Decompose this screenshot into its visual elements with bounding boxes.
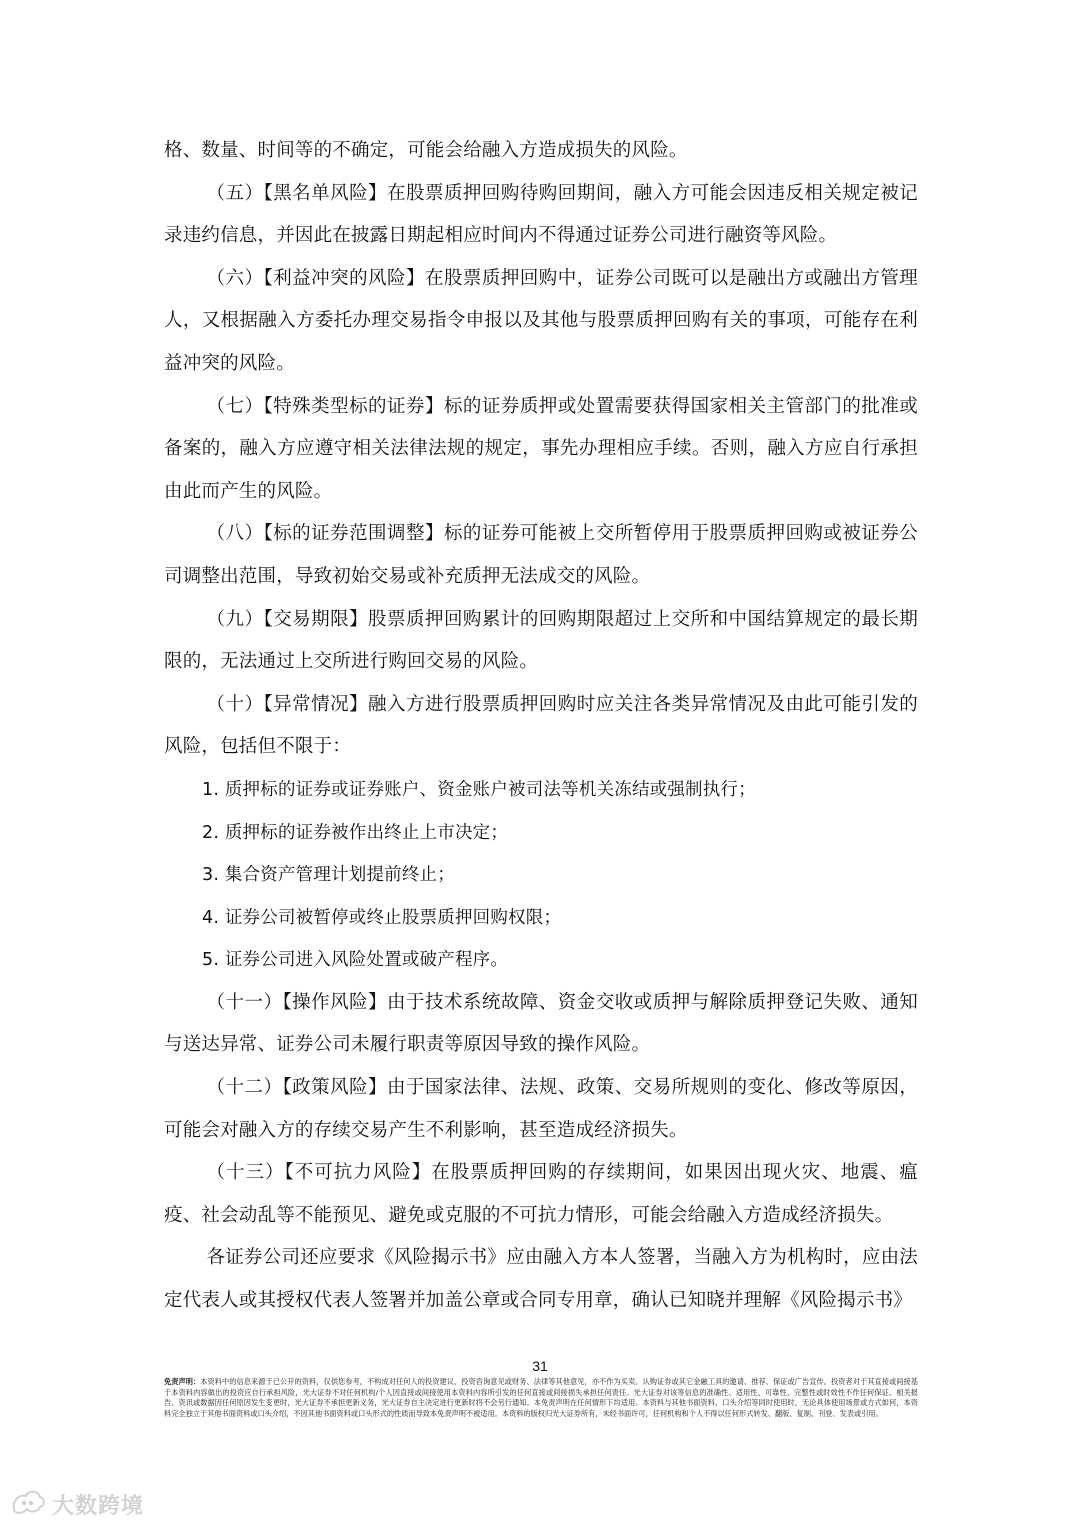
list-item: 5. 证券公司进入风险处置或破产程序。 xyxy=(202,950,509,971)
disclaimer-text: 本资料中的信息来源于已公开的资料，仅供您参考，不构成对任何人的投资建议、投资咨询意见或财务、法律等其他意见，亦不作为买卖、认购证券或其它金融工具的邀请、推荐、保证或广告宣传。投资者对于其直接或间接基于本资料内容做出的投资应自行承担风险，光大证券不对任何机构/个人因直接或间接使用本资料内容所引发的任何直接或间接损失承担任何责任。光大证券对该等信息的准确性、适用性、可靠性、完整性或时效性不作任何保证。相关报告、资讯或数据因任何原因发生变更时，光大证券不承担更新义务，光大证券自主决定进行更新时将不会另行通知。本免责声明在任何情形下均适用。本资料与其他书面资料、口头介绍等同时使用时，无论具体使用场景或方式如何，本资料完全独立于其他书面资料或口头介绍，不因其他书面资料或口头形式的性质而导致本免责声明不被适用。本资料的版权归光大证券所有，未经书面许可，任何机构和个人不得以任何形式转发、翻版、复制、刊登、发表或引用。 xyxy=(164,1377,918,1418)
list-item: 2. 质押标的证券被作出终止上市决定； xyxy=(202,822,509,843)
body-text xyxy=(164,130,918,1323)
logo-icon xyxy=(10,1488,46,1520)
paragraph-conflict-of-interest: （六）【利益冲突的风险】在股票质押回购中，证券公司既可以是融出方或融出方管理人，又根据融入方委托办理交易指令申报以及其他与股票质押回购有关的事项，可能存在利益冲突的风险。 xyxy=(164,267,918,374)
paragraph-operational-risk: （十一）【操作风险】由于技术系统故障、资金交收或质押与解除质押登记失败、通知与送达异常、证券公司未履行职责等原因导致的操作风险。 xyxy=(164,991,918,1056)
paragraph-abnormal-situations: （十）【异常情况】融入方进行股票质押回购时应关注各类异常情况及由此可能引发的风险，包括但不限于： xyxy=(164,693,918,758)
paragraph-signature-requirement: 各证券公司还应要求《风险揭示书》应由融入方本人签署，当融入方为机构时，应由法定代表人或其授权代表人签署并加盖公章或合同专用章，确认已知晓并理解《风险揭示书》 xyxy=(164,1247,918,1312)
page-number: 31 xyxy=(532,1358,548,1374)
disclaimer-label: 免责声明： xyxy=(164,1377,201,1386)
paragraph-continuation: 格、数量、时间等的不确定，可能会给融入方造成损失的风险。 xyxy=(164,140,688,161)
paragraph-special-securities: （七）【特殊类型标的证券】标的证券质押或处置需要获得国家相关主管部门的批准或备案的，融入方应遵守相关法律法规的规定，事先办理相应手续。否则，融入方应自行承担由此而产生的风险。 xyxy=(164,395,918,502)
paragraph-trading-term: （九）【交易期限】股票质押回购累计的回购期限超过上交所和中国结算规定的最长期限的，无法通过上交所进行购回交易的风险。 xyxy=(164,608,918,673)
list-item: 4. 证券公司被暂停或终止股票质押回购权限； xyxy=(202,907,562,928)
paragraph-policy-risk: （十二）【政策风险】由于国家法律、法规、政策、交易所规则的变化、修改等原因，可能会对融入方的存续交易产生不利影响，甚至造成经济损失。 xyxy=(164,1077,918,1141)
list-item: 1. 质押标的证券或证券账户、资金账户被司法等机关冻结或强制执行； xyxy=(202,779,756,800)
disclaimer xyxy=(164,1377,918,1419)
watermark xyxy=(10,1488,144,1520)
paragraph-blacklist-risk: （五）【黑名单风险】在股票质押回购待购回期间，融入方可能会因违反相关规定被记录违约信息，并因此在披露日期起相应时间内不得通过证券公司进行融资等风险。 xyxy=(164,182,918,247)
watermark-text: 大数跨境 xyxy=(52,1493,145,1519)
paragraph-scope-adjustment: （八）【标的证券范围调整】标的证券可能被上交所暂停用于股票质押回购或被证券公司调整出范围，导致初始交易或补充质押无法成交的风险。 xyxy=(164,523,918,587)
list-item: 3. 集合资产管理计划提前终止； xyxy=(202,865,455,886)
paragraph-force-majeure: （十三）【不可抗力风险】在股票质押回购的存续期间，如果因出现火灾、地震、瘟疫、社会动乱等不能预见、避免或克服的不可抗力情形，可能会给融入方造成经济损失。 xyxy=(164,1162,918,1226)
